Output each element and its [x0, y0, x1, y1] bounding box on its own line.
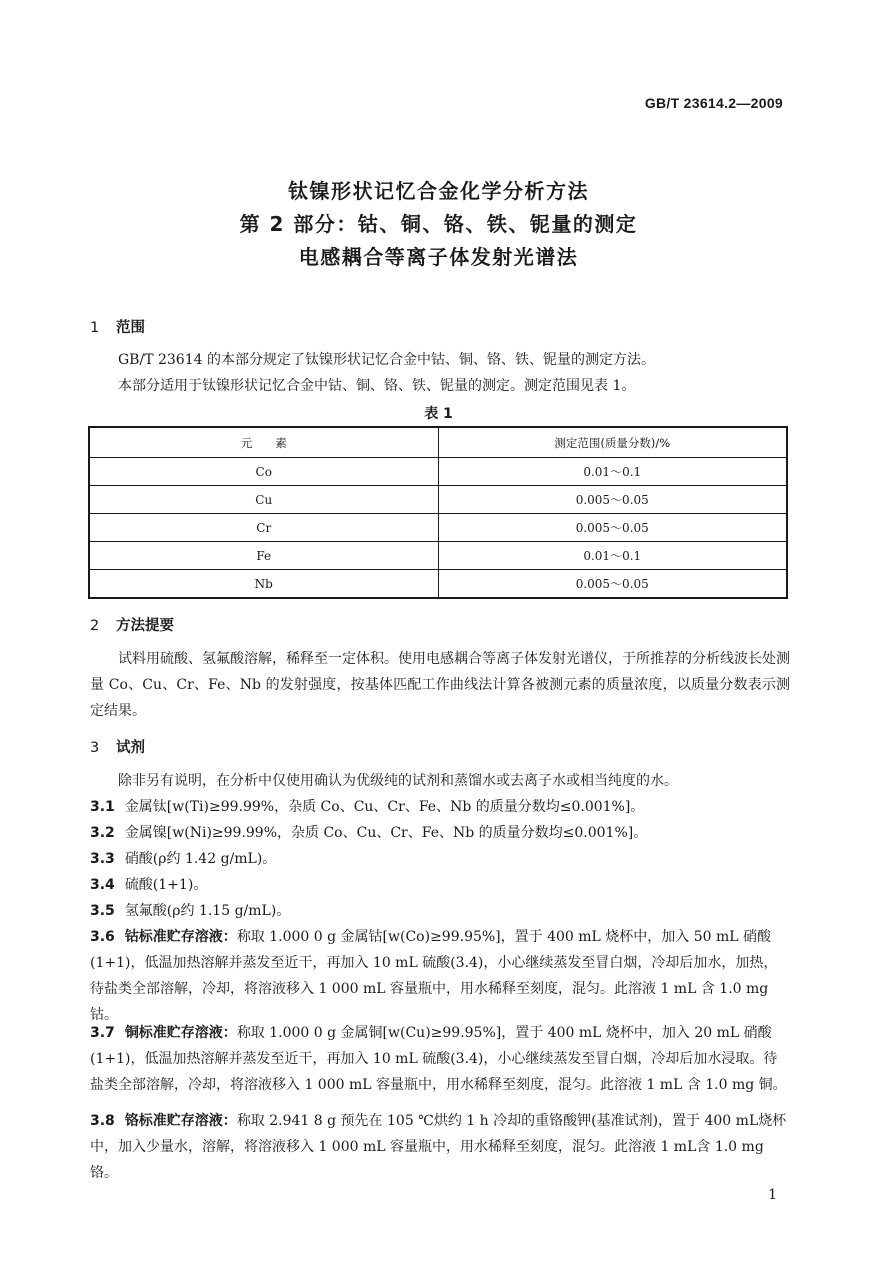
table-cell-range: 0.01～0.1: [438, 542, 787, 570]
clause-3-6: [90, 924, 790, 1028]
clause-label: 钴标准贮存溶液：: [124, 929, 237, 945]
section-number: 2: [90, 618, 100, 634]
title-line-1: 钛镍形状记忆合金化学分析方法: [288, 179, 589, 203]
page-number: 1: [768, 1187, 777, 1203]
clause-text: 硫酸(1+1)。: [124, 877, 208, 893]
clause-number: 3.2: [90, 825, 115, 841]
table-cell-range: 0.005～0.05: [438, 570, 787, 599]
table-header-range: 测定范围(质量分数)/%: [438, 427, 787, 458]
table-row: [89, 570, 787, 599]
clause-3-1: [90, 794, 790, 820]
range-table: [88, 426, 788, 599]
title-line-2: 第 2 部分：钴、铜、铬、铁、铌量的测定: [239, 212, 638, 236]
clause-text: 硝酸(ρ约 1.42 g/mL)。: [124, 851, 277, 867]
section-1-paragraph-1: GB/T 23614 的本部分规定了钛镍形状记忆合金中钴、铜、铬、铁、铌量的测定方法。: [118, 352, 655, 368]
clause-text: 称取 2.941 8 g 预先在 105 ℃烘约 1 h 冷却的重铬酸钾(基准试剂)，置于 400 mL烧杯中，加入少量水，溶解，将溶液移入 1 000 mL 容量瓶中，用水稀释至刻度，混匀。此溶液 1 mL含 1.0 mg 铬。: [90, 1113, 787, 1181]
title-line-3: 电感耦合等离子体发射光谱法: [298, 245, 579, 269]
clause-number: 3.3: [90, 851, 115, 867]
section-number: 1: [90, 320, 100, 336]
table-cell-element: Cr: [89, 514, 438, 542]
section-title: 方法提要: [116, 618, 174, 634]
clause-label: 铜标准贮存溶液：: [124, 1025, 237, 1041]
clause-text: 称取 1.000 0 g 金属钴[w(Co)≥99.95%]，置于 400 mL 烧杯中，加入 50 mL 硝酸(1+1)，低温加热溶解并蒸发至近干，再加入 10 mL 硫酸(3.4)，小心继续蒸发至冒白烟，冷却后加水，加热，待盐类全部溶解，冷却，将溶液移入 1 000 mL 容量瓶中，用水稀释至刻度，混匀。此溶液 1 mL 含 1.0 mg 钴。: [90, 929, 778, 1023]
section-1-heading: [90, 316, 145, 337]
clause-text: 金属钛[w(Ti)≥99.99%，杂质 Co、Cu、Cr、Fe、Nb 的质量分数均≤0.001%]。: [124, 799, 645, 815]
clause-number: 3.7: [90, 1025, 115, 1041]
document-title: [0, 175, 877, 274]
table-cell-range: 0.01～0.1: [438, 458, 787, 486]
table-cell-range: 0.005～0.05: [438, 514, 787, 542]
section-number: 3: [90, 740, 100, 756]
table-cell-element: Nb: [89, 570, 438, 599]
section-1-paragraph-2: 本部分适用于钛镍形状记忆合金中钴、铜、铬、铁、铌量的测定。测定范围见表 1。: [118, 378, 636, 394]
clause-3-4: [90, 872, 790, 898]
clause-3-3: [90, 846, 790, 872]
section-2-heading: [90, 614, 174, 635]
section-3-paragraph: 除非另有说明，在分析中仅使用确认为优级纯的试剂和蒸馏水或去离子水或相当纯度的水。: [118, 773, 678, 789]
table-row: [89, 486, 787, 514]
table-title: 表 1: [424, 406, 453, 422]
table-row: [89, 458, 787, 486]
section-title: 范围: [116, 320, 145, 336]
table-cell-range: 0.005～0.05: [438, 486, 787, 514]
table-row: [89, 514, 787, 542]
table-cell-element: Co: [89, 458, 438, 486]
clause-3-8: [90, 1108, 790, 1186]
section-title: 试剂: [116, 740, 145, 756]
clause-3-7: [90, 1020, 790, 1098]
clause-number: 3.6: [90, 929, 115, 945]
clause-text: 氢氟酸(ρ约 1.15 g/mL)。: [124, 903, 291, 919]
clause-number: 3.5: [90, 903, 115, 919]
standard-code: GB/T 23614.2—2009: [644, 95, 783, 111]
clause-number: 3.8: [90, 1113, 115, 1129]
clause-number: 3.1: [90, 799, 115, 815]
clause-3-5: [90, 898, 790, 924]
clause-number: 3.4: [90, 877, 115, 893]
clause-text: 金属镍[w(Ni)≥99.99%，杂质 Co、Cu、Cr、Fe、Nb 的质量分数均≤0.001%]。: [124, 825, 648, 841]
table-row: [89, 542, 787, 570]
table-header-row: [89, 427, 787, 458]
clause-3-2: [90, 820, 790, 846]
section-3-heading: [90, 736, 145, 757]
table-cell-element: Cu: [89, 486, 438, 514]
section-2-paragraph: 试料用硫酸、氢氟酸溶解，稀释至一定体积。使用电感耦合等离子体发射光谱仪，于所推荐的分析线波长处测量 Co、Cu、Cr、Fe、Nb 的发射强度，按基体匹配工作曲线法计算各被测元素的质量浓度，以质量分数表示测定结果。: [90, 651, 790, 719]
clause-label: 铬标准贮存溶液：: [124, 1113, 237, 1129]
table-cell-element: Fe: [89, 542, 438, 570]
table-header-element: 元 素: [89, 427, 438, 458]
clause-text: 称取 1.000 0 g 金属铜[w(Cu)≥99.95%]，置于 400 mL 烧杯中，加入 20 mL 硝酸(1+1)，低温加热溶解并蒸发至近干，再加入 10 mL 硫酸(3.4)，小心继续蒸发至冒白烟，冷却后加水浸取。待盐类全部溶解，冷却，将溶液移入 1 000 mL 容量瓶中，用水稀释至刻度，混匀。此溶液 1 mL 含 1.0 mg 铜。: [90, 1025, 787, 1093]
